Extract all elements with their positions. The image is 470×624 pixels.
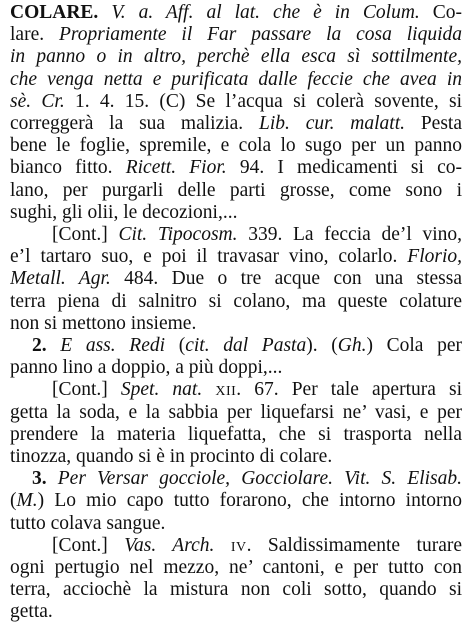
- entry-line: [10, 357, 462, 379]
- text-run: [Cont.]: [52, 224, 119, 246]
- entry-line: [10, 113, 462, 135]
- entry-line: [10, 579, 462, 601]
- text-run: Pesta: [405, 113, 462, 135]
- text-run: 2.: [32, 335, 61, 357]
- text-run: panno lino a doppio, a più doppi,...: [10, 357, 283, 379]
- text-run: correggerà la sua malizia.: [10, 113, 260, 135]
- text-run: Spet. nat.: [120, 379, 203, 401]
- text-run: cit. dal Pasta: [185, 335, 307, 357]
- text-run: sughi, gli olii, le decozioni,...: [10, 201, 238, 223]
- entry-line: [10, 557, 462, 579]
- text-run: ) Lo mio capo tutto forarono, che intorno intorno: [37, 490, 462, 512]
- entry-line: [10, 180, 462, 202]
- text-run: che venga netta e purificata dalle feccie che avea in: [10, 68, 462, 90]
- text-run: Vas. Arch.: [124, 534, 215, 556]
- text-run: (: [165, 335, 186, 357]
- entry-line: [10, 313, 462, 335]
- text-run: 3.: [32, 468, 58, 490]
- text-run: [98, 2, 111, 23]
- entry-line: [10, 402, 462, 424]
- entry-line: [10, 135, 462, 157]
- text-run: Propriamente il Far passare la cosa liquida: [58, 24, 462, 46]
- text-run: iv: [230, 534, 247, 556]
- text-run: ogni pertugio nel mezzo, ne’ cantoni, e per tutto con: [10, 557, 462, 579]
- text-run: getta la soda, e la sabbia per liquefarsi ne’ vasi, e per: [10, 401, 462, 423]
- text-run: bianco fitto.: [10, 157, 126, 179]
- text-run: M.: [16, 490, 38, 512]
- text-run: xii: [215, 379, 237, 401]
- entry-line: [10, 513, 462, 535]
- entry-line: [10, 224, 462, 246]
- text-run: E ass. Redi: [60, 335, 166, 357]
- entry-line: [10, 291, 462, 313]
- entry-line: [10, 157, 462, 179]
- text-run: lare.: [10, 24, 59, 46]
- entry-line: [10, 490, 462, 512]
- entry-line: [10, 424, 462, 446]
- text-run: [214, 535, 230, 556]
- text-run: tinozza, quando si è in procinto di colare.: [10, 446, 333, 468]
- text-run: Per Versar gocciole, Gocciolare. Vit. S. Elisab.: [57, 468, 462, 490]
- entry-line: [10, 69, 462, 91]
- text-run: getta.: [10, 601, 53, 623]
- text-run: Gh.: [337, 335, 367, 357]
- dictionary-entry-colare: [10, 2, 462, 624]
- text-run: ). (: [306, 335, 338, 357]
- text-run: 484. Due o tre acque con una stessa: [110, 268, 462, 290]
- text-run: ) Cola per: [366, 335, 462, 357]
- text-run: 1. 4. 15. (C) Se l’acqua si colerà sovente, si: [64, 90, 462, 112]
- entry-line: [10, 446, 462, 468]
- text-run: terra, acciochè la mistura non coli sotto, quando si: [10, 579, 462, 601]
- entry-line: [10, 246, 462, 268]
- entry-line: [10, 535, 462, 557]
- text-run: (: [10, 490, 17, 512]
- text-run: Florio,: [407, 246, 462, 268]
- text-run: sè. Cr.: [10, 90, 65, 112]
- entry-line: [10, 202, 462, 224]
- text-run: lano, per purgarli delle parti grosse, come sono i: [10, 179, 462, 201]
- entry-line: [10, 468, 462, 490]
- text-run: prendere la materia liquefatta, che si trasporta nella: [10, 423, 462, 445]
- text-run: 94. I medicamenti si co-: [226, 157, 462, 179]
- text-run: 339. La feccia de’l vino,: [237, 224, 462, 246]
- text-run: Co-: [419, 2, 462, 23]
- headword: COLARE.: [10, 2, 99, 23]
- text-run: [Cont.]: [52, 534, 125, 556]
- text-run: Lib. cur. malatt.: [259, 113, 405, 135]
- text-run: . Saldissimamente turare: [246, 534, 462, 556]
- text-run: terra piena di salnitro si colano, ma queste colature: [10, 290, 462, 312]
- entry-line: [10, 268, 462, 290]
- text-run: [Cont.]: [52, 379, 121, 401]
- text-run: Metall. Agr.: [10, 268, 111, 290]
- text-run: Cit. Tipocosm.: [118, 224, 238, 246]
- entry-line: [10, 91, 462, 113]
- entry-line: [10, 335, 462, 357]
- text-run: bene le foglie, spremile, e cola lo sugo per un panno: [10, 135, 462, 157]
- entry-line: [10, 2, 462, 24]
- text-run: V. a. Aff. al lat. che è in Colum.: [111, 2, 420, 23]
- entry-line: [10, 379, 462, 401]
- text-run: non si mettono insieme.: [10, 312, 197, 334]
- text-run: in panno o in altro, perchè ella esca sì sottilmente,: [10, 46, 462, 68]
- text-run: e’l tartaro suo, e poi il travasar vino, colarlo.: [10, 246, 408, 268]
- text-run: [202, 379, 215, 400]
- entry-line: [10, 601, 462, 623]
- text-run: Ricett. Fior.: [125, 157, 227, 179]
- entry-line: [10, 24, 462, 46]
- entry-line: [10, 46, 462, 68]
- text-run: . 67. Per tale apertura si: [236, 379, 462, 401]
- text-run: tutto colava sangue.: [10, 512, 166, 534]
